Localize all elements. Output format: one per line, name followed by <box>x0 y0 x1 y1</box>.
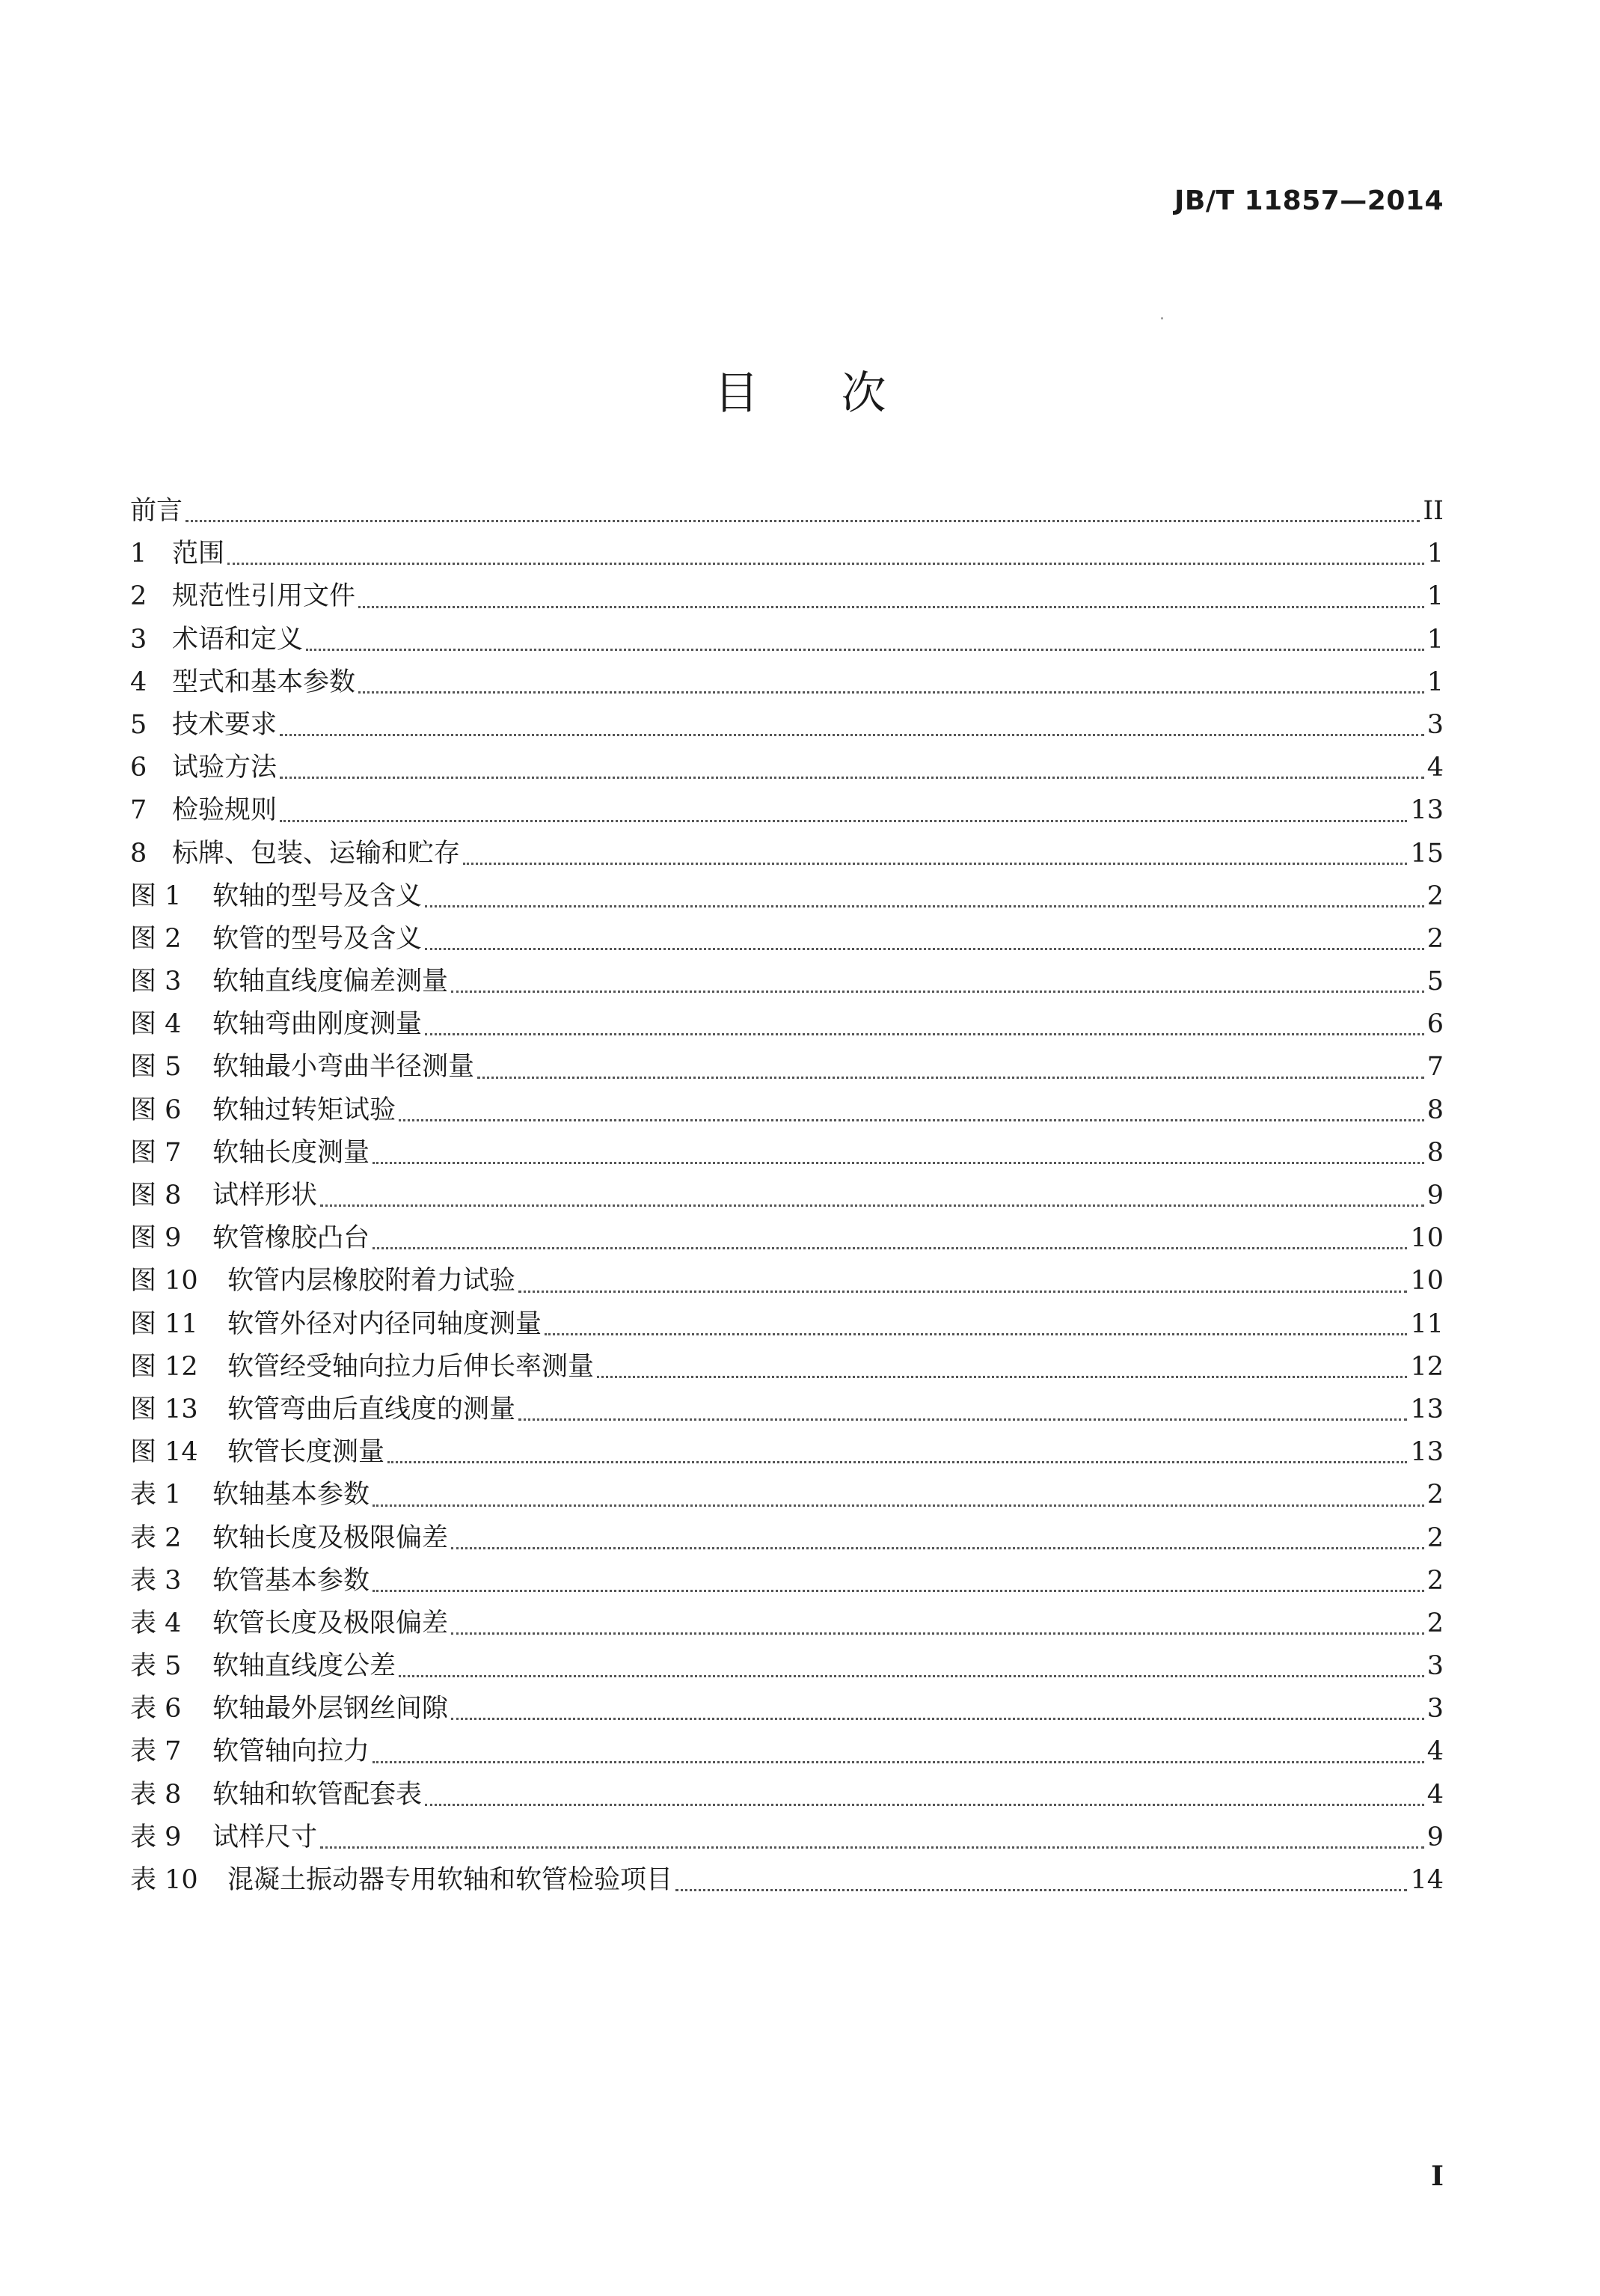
toc-entry-page: 12 <box>1410 1351 1444 1382</box>
toc-dot-leader <box>399 1119 1424 1121</box>
toc-dot-leader <box>373 1162 1424 1164</box>
toc-entry[interactable] <box>130 1089 1444 1132</box>
toc-entry-page: 2 <box>1426 881 1444 911</box>
toc-entry-number: 表 8 <box>130 1779 182 1810</box>
toc-entry-page: 13 <box>1410 1394 1444 1424</box>
toc-dot-leader <box>280 777 1424 779</box>
toc-dot-leader <box>373 1247 1407 1249</box>
toc-entry[interactable] <box>130 1217 1444 1260</box>
toc-entry[interactable] <box>130 1260 1444 1302</box>
toc-entry-page: 1 <box>1426 624 1444 655</box>
toc-entry-label: 软轴直线度公差 <box>212 1651 396 1682</box>
toc-entry[interactable] <box>130 1474 1444 1516</box>
toc-entry[interactable] <box>130 1560 1444 1602</box>
toc-entry[interactable] <box>130 1774 1444 1816</box>
toc-entry-page: 2 <box>1426 1480 1444 1510</box>
page-number: I <box>1431 2161 1444 2192</box>
toc-entry-page: 2 <box>1426 1565 1444 1596</box>
toc-dot-leader <box>387 1461 1407 1463</box>
toc-entry-label: 软轴最外层钢丝间隙 <box>212 1694 449 1724</box>
toc-entry[interactable] <box>130 533 1444 575</box>
toc-entry-page: II <box>1423 496 1444 526</box>
toc-entry-number: 表 3 <box>130 1565 182 1596</box>
toc-entry-number: 图 9 <box>130 1223 182 1254</box>
toc-dot-leader <box>227 563 1424 565</box>
toc-dot-leader <box>186 520 1420 522</box>
toc-entry[interactable] <box>130 1431 1444 1474</box>
toc-entry-label: 软管长度及极限偏差 <box>212 1608 449 1638</box>
toc-entry-number: 图 11 <box>130 1308 198 1339</box>
toc-dot-leader <box>597 1376 1407 1378</box>
toc-entry-number: 图 8 <box>130 1181 182 1210</box>
toc-entry-page: 9 <box>1426 1181 1444 1210</box>
toc-entry[interactable] <box>130 789 1444 832</box>
toc-entry-label: 软管轴向拉力 <box>212 1736 370 1767</box>
toc-entry-label: 试样尺寸 <box>212 1822 318 1852</box>
toc-entry[interactable] <box>130 1859 1444 1902</box>
toc-entry[interactable] <box>130 918 1444 961</box>
toc-entry-number: 图 2 <box>130 923 182 954</box>
toc-entry-page: 2 <box>1426 1608 1444 1638</box>
toc-dot-leader <box>425 1804 1424 1806</box>
toc-entry-page: 4 <box>1426 753 1444 783</box>
toc-entry-label: 混凝土振动器专用软轴和软管检验项目 <box>227 1865 673 1895</box>
toc-entry-number: 图 12 <box>130 1351 198 1382</box>
toc-entry-page: 3 <box>1426 1651 1444 1682</box>
toc-entry-number: 3 <box>130 624 147 655</box>
toc-entry[interactable] <box>130 1175 1444 1217</box>
toc-entry[interactable] <box>130 1132 1444 1175</box>
toc-dot-leader <box>425 905 1424 907</box>
toc-entry-number: 图 3 <box>130 967 182 997</box>
toc-entry[interactable] <box>130 747 1444 789</box>
toc-entry-label: 型式和基本参数 <box>172 667 356 697</box>
toc-dot-leader <box>373 1761 1424 1763</box>
toc-entry-label: 术语和定义 <box>172 624 304 655</box>
toc-entry-label: 软轴长度及极限偏差 <box>212 1522 449 1553</box>
toc-entry-label: 软管长度测量 <box>227 1437 385 1468</box>
table-of-contents <box>130 490 1444 1902</box>
toc-entry-label: 标牌、包装、运输和贮存 <box>172 838 461 869</box>
toc-entry-page: 7 <box>1426 1052 1444 1083</box>
toc-entry-number: 图 5 <box>130 1052 182 1083</box>
toc-entry-number: 图 13 <box>130 1394 198 1424</box>
toc-entry-page: 10 <box>1410 1223 1444 1254</box>
toc-entry[interactable] <box>130 1688 1444 1730</box>
toc-entry-number: 表 1 <box>130 1480 182 1510</box>
toc-entry-page: 1 <box>1426 667 1444 697</box>
toc-entry-number: 4 <box>130 667 147 697</box>
toc-dot-leader <box>463 863 1407 865</box>
toc-entry-page: 2 <box>1426 923 1444 954</box>
toc-entry-number: 图 4 <box>130 1009 182 1040</box>
toc-entry-label: 软轴过转矩试验 <box>212 1095 396 1125</box>
toc-entry-label: 软轴基本参数 <box>212 1480 370 1510</box>
toc-entry-label: 软轴弯曲刚度测量 <box>212 1009 423 1040</box>
toc-dot-leader <box>425 948 1424 950</box>
toc-dot-leader <box>358 691 1424 694</box>
toc-entry-label: 技术要求 <box>172 709 278 740</box>
toc-dot-leader <box>451 991 1424 993</box>
toc-entry-number: 表 6 <box>130 1694 182 1724</box>
toc-dot-leader <box>320 1204 1424 1207</box>
standard-code: JB/T 11857—2014 <box>1174 186 1444 216</box>
scan-speck <box>1161 317 1163 319</box>
toc-dot-leader <box>518 1418 1407 1421</box>
toc-entry[interactable] <box>130 490 1444 533</box>
toc-entry[interactable] <box>130 1003 1444 1046</box>
toc-entry-number: 表 9 <box>130 1822 182 1852</box>
toc-entry-label: 软管橡胶凸台 <box>212 1223 370 1254</box>
toc-dot-leader <box>477 1077 1424 1079</box>
toc-entry-page: 13 <box>1410 795 1444 826</box>
toc-entry[interactable] <box>130 1517 1444 1560</box>
toc-entry[interactable] <box>130 1389 1444 1431</box>
toc-entry-number: 1 <box>130 539 147 569</box>
toc-entry[interactable] <box>130 875 1444 918</box>
toc-entry-label: 软管基本参数 <box>212 1565 370 1596</box>
toc-dot-leader <box>399 1675 1424 1677</box>
toc-entry-number: 图 1 <box>130 881 182 911</box>
toc-entry-number: 表 5 <box>130 1651 182 1682</box>
toc-entry-page: 6 <box>1426 1009 1444 1040</box>
toc-entry-label: 软管弯曲后直线度的测量 <box>227 1394 516 1424</box>
toc-entry-number: 图 6 <box>130 1095 182 1125</box>
toc-entry-number: 7 <box>130 795 147 826</box>
toc-dot-leader <box>451 1718 1424 1720</box>
toc-entry[interactable] <box>130 1046 1444 1089</box>
toc-entry[interactable] <box>130 1602 1444 1645</box>
page-title: 目次 <box>714 367 969 420</box>
toc-entry-label: 检验规则 <box>172 795 278 826</box>
toc-entry-number: 2 <box>130 581 147 612</box>
toc-entry[interactable] <box>130 1645 1444 1688</box>
toc-entry-number: 表 10 <box>130 1865 198 1895</box>
toc-dot-leader <box>320 1846 1424 1849</box>
toc-entry-page: 3 <box>1426 709 1444 740</box>
toc-dot-leader <box>358 606 1424 608</box>
toc-entry-number: 表 2 <box>130 1522 182 1553</box>
toc-dot-leader <box>518 1291 1407 1293</box>
toc-entry-label: 规范性引用文件 <box>172 581 356 612</box>
toc-entry-page: 3 <box>1426 1694 1444 1724</box>
toc-entry-number: 表 4 <box>130 1608 182 1638</box>
toc-entry-page: 11 <box>1410 1308 1444 1339</box>
toc-dot-leader <box>451 1632 1424 1635</box>
toc-entry-label: 软管的型号及含义 <box>212 923 423 954</box>
toc-entry[interactable] <box>130 704 1444 747</box>
toc-entry-label: 软轴的型号及含义 <box>212 881 423 911</box>
toc-entry-number: 图 10 <box>130 1266 198 1297</box>
toc-entry-page: 2 <box>1426 1522 1444 1553</box>
toc-entry-number: 5 <box>130 709 147 740</box>
toc-entry[interactable] <box>130 1303 1444 1346</box>
toc-entry-page: 1 <box>1426 539 1444 569</box>
toc-entry-number: 表 7 <box>130 1736 182 1767</box>
toc-dot-leader <box>280 820 1407 822</box>
toc-dot-leader <box>280 734 1424 736</box>
toc-entry[interactable] <box>130 961 1444 1003</box>
toc-dot-leader <box>306 649 1424 651</box>
toc-entry-page: 1 <box>1426 581 1444 612</box>
toc-entry-label: 软管经受轴向拉力后伸长率测量 <box>227 1351 595 1382</box>
toc-entry-label: 软管内层橡胶附着力试验 <box>227 1266 516 1297</box>
toc-entry[interactable] <box>130 1730 1444 1773</box>
toc-entry[interactable] <box>130 1816 1444 1859</box>
toc-entry-number: 8 <box>130 838 147 869</box>
toc-entry-label: 试样形状 <box>212 1181 318 1210</box>
toc-entry[interactable] <box>130 1346 1444 1389</box>
toc-dot-leader <box>675 1889 1407 1891</box>
toc-entry-label: 试验方法 <box>172 753 278 783</box>
toc-entry[interactable] <box>130 661 1444 704</box>
toc-entry-page: 4 <box>1426 1779 1444 1810</box>
toc-entry-label: 软轴最小弯曲半径测量 <box>212 1052 475 1083</box>
toc-entry-label: 软轴长度测量 <box>212 1137 370 1168</box>
toc-entry-page: 13 <box>1410 1437 1444 1468</box>
toc-dot-leader <box>373 1590 1424 1592</box>
toc-entry-number: 6 <box>130 753 147 783</box>
toc-entry-label: 范围 <box>172 539 225 569</box>
toc-entry-number: 图 7 <box>130 1137 182 1168</box>
toc-dot-leader <box>451 1547 1424 1549</box>
toc-entry-label: 前言 <box>130 496 183 526</box>
toc-dot-leader <box>425 1033 1424 1035</box>
toc-entry-page: 8 <box>1426 1137 1444 1168</box>
toc-entry-page: 5 <box>1426 967 1444 997</box>
toc-entry-page: 4 <box>1426 1736 1444 1767</box>
toc-dot-leader <box>373 1504 1424 1507</box>
toc-entry-page: 15 <box>1410 838 1444 869</box>
toc-entry-label: 软轴和软管配套表 <box>212 1779 423 1810</box>
toc-entry[interactable] <box>130 619 1444 661</box>
toc-entry-page: 8 <box>1426 1095 1444 1125</box>
toc-entry-page: 9 <box>1426 1822 1444 1852</box>
toc-entry-page: 10 <box>1410 1266 1444 1297</box>
toc-entry[interactable] <box>130 833 1444 875</box>
toc-entry-number: 图 14 <box>130 1437 198 1468</box>
toc-entry-page: 14 <box>1410 1865 1444 1895</box>
toc-dot-leader <box>545 1333 1407 1335</box>
toc-entry-label: 软轴直线度偏差测量 <box>212 967 449 997</box>
toc-entry[interactable] <box>130 575 1444 618</box>
toc-entry-label: 软管外径对内径同轴度测量 <box>227 1308 542 1339</box>
